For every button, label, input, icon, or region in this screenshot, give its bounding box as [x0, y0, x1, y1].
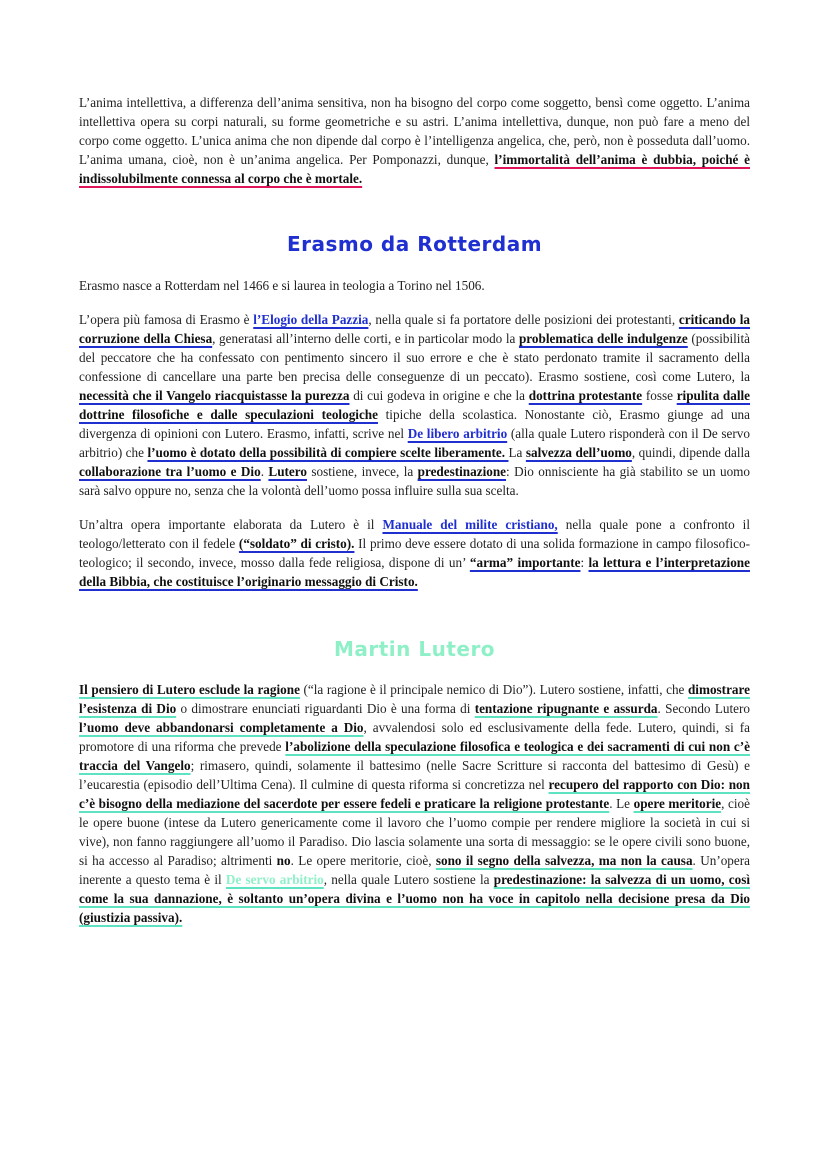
- highlight-immortalita: l’immortalità dell’anima è dubbia, poiché è indissolubilmente connessa al corpo che è mortale.: [79, 152, 751, 186]
- heading-erasmo: Erasmo da Rotterdam: [286, 232, 543, 256]
- link-manuale-del-milite-cristiano[interactable]: Manuale del milite cristiano,: [382, 517, 558, 532]
- link-elogio-della-pazzia[interactable]: l’Elogio della Pazzia: [253, 312, 369, 327]
- erasmo-paragraph-1: Erasmo nasce a Rotterdam nel 1466 e si laurea in teologia a Torino nel 1506.: [79, 278, 485, 293]
- erasmo-paragraph-3: Un’altra opera importante elaborata da Lutero è il Manuale del milite cristiano, nella quale pone a confronto il teologo/letterato con il fedele (“soldato” di cristo). Il primo deve essere dotato di una solida formazione in campo filosofico-teologico; il secondo, invece, mosso dalla fede religiosa, dispone di un’ “arma” importante: la lettura e l’interpretazione della Bibbia, che costituisce l’originario messaggio di Cristo.: [79, 517, 750, 589]
- erasmo-paragraph-2: L’opera più famosa di Erasmo è l’Elogio della Pazzia, nella quale si fa portatore delle posizioni dei protestanti, criticando la corruzione della Chiesa, generatasi all’interno delle corti, e in particolar modo la problematica delle indulgenze (possibilità del peccatore che ha confessato con pentimento sincero il suo errore e che è stato perdonato tramite il sacramento della confessione di cancellare una parte ben precisa delle conseguenze di un peccato). Erasmo sostiene, così come Lutero, la necessità che il Vangelo riacquistasse la purezza di cui godeva in origine e che la dottrina protestante fosse ripulita dalle dottrine filosofiche e dalle speculazioni teologiche tipiche della scolastica. Nonostante ciò, Erasmo giunge ad una divergenza di opinioni con Lutero. Erasmo, infatti, scrive nel De libero arbitrio (alla quale Lutero risponderà con il De servo arbitrio) che l’uomo è dotato della possibilità di compiere scelte liberamente. La salvezza dell’uomo, quindi, dipende dalla collaborazione tra l’uomo e Dio. Lutero sostiene, invece, la predestinazione: Dio onnisciente ha già stabilito se un uomo sarà salvo oppure no, senza che la volontà dell’uomo possa influire sulla sua scelta.: [79, 312, 751, 498]
- link-de-libero-arbitrio[interactable]: De libero arbitrio: [407, 426, 508, 441]
- intro-paragraph: L’anima intellettiva, a differenza dell’anima sensitiva, non ha bisogno del corpo come soggetto, bensì come oggetto. L’anima intellettiva opera su corpi naturali, su forme geometriche e su astri. L’anima intellettiva, dunque, non può fare a meno del corpo come oggetto. L’unica anima che non dipende dal corpo è l’intelligenza angelica, che, però, non è posseduta dall’uomo. L’anima umana, cioè, non è un’anima angelica. Per Pomponazzi, dunque, l’immortalità dell’anima è dubbia, poiché è indissolubilmente connessa al corpo che è mortale.: [79, 95, 751, 186]
- lutero-paragraph-1: Il pensiero di Lutero esclude la ragione (“la ragione è il principale nemico di Dio”). Lutero sostiene, infatti, che dimostrare l’esistenza di Dio o dimostrare enunciati riguardanti Dio è una forma di tentazione ripugnante e assurda. Secondo Lutero l’uomo deve abbandonarsi completamente a Dio, avvalendosi solo ed esclusivamente della fede. Lutero, quindi, si fa promotore di una riforma che prevede l’abolizione della speculazione filosofica e teologica e dei sacramenti di cui non c’è traccia del Vangelo; rimasero, quindi, solamente il battesimo (nelle Sacre Scritture si racconta del battesimo di Gesù) e l’eucarestia (episodio dell’Ultima Cena). Il culmine di questa riforma si concretizza nel recupero del rapporto con Dio: non c’è bisogno della mediazione del sacerdote per essere fedeli e praticare la religione protestante. Le opere meritorie, cioè le opere buone (intese da Lutero genericamente come il lavoro che l’uomo compie per rendere migliore la società in cui si vive), non fanno raggiungere all’uomo il Paradiso. Dio lascia solamente una sorta di messaggio: se le opere civili sono buone, si ha accesso al Paradiso; altrimenti no. Le opere meritorie, cioè, sono il segno della salvezza, ma non la causa. Un’opera inerente a questo tema è il De servo arbitrio, nella quale Lutero sostiene la predestinazione: la salvezza di un uomo, così come la sua dannazione, è soltanto un’opera divina e l’uomo non ha voce in capitolo nella decisione presa da Dio (giustizia passiva).: [79, 682, 751, 925]
- heading-lutero: Martin Lutero: [333, 637, 496, 661]
- link-de-servo-arbitrio[interactable]: De servo arbitrio: [225, 872, 324, 887]
